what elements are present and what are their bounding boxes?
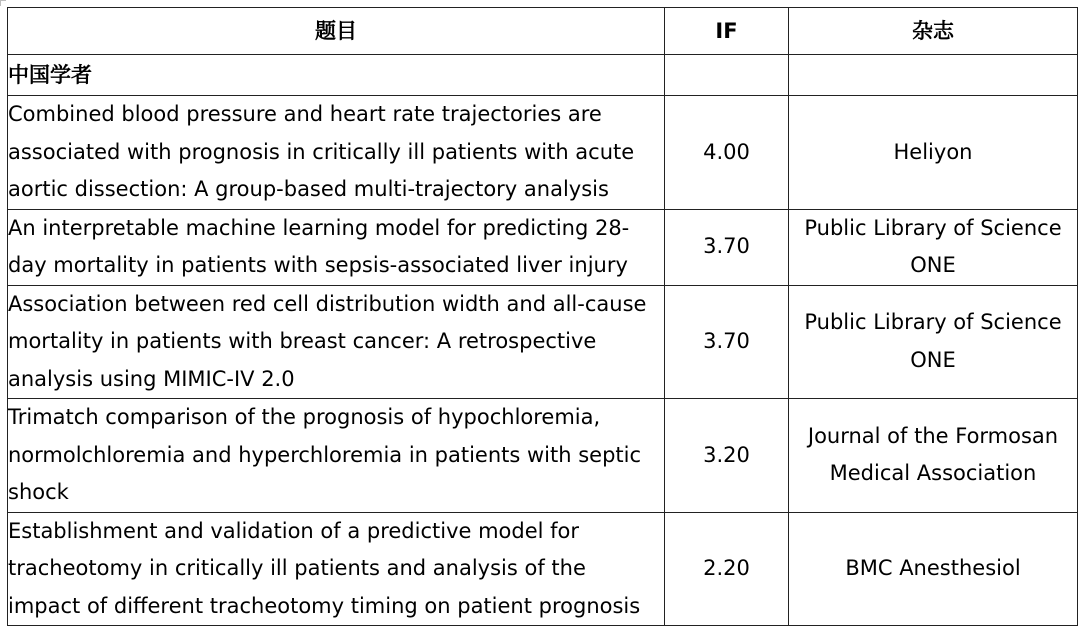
section-label: 中国学者 xyxy=(8,55,665,96)
row-title: An interpretable machine learning model for predicting 28-day mortality in patients with sepsis-associated liver injury xyxy=(8,209,665,285)
table-row xyxy=(8,285,1078,399)
table-row xyxy=(8,512,1078,626)
row-if: 2.20 xyxy=(665,512,789,626)
row-title: Establishment and validation of a predictive model for tracheotomy in critically ill patients and analysis of the impact of different tracheotomy timing on patient prognosis xyxy=(8,512,665,626)
row-journal: Public Library of Science ONE xyxy=(789,209,1078,285)
row-title: Combined blood pressure and heart rate trajectories are associated with prognosis in critically ill patients with acute aortic dissection: A group-based multi-trajectory analysis xyxy=(8,96,665,210)
publication-table xyxy=(7,7,1078,626)
row-title: Trimatch comparison of the prognosis of hypochloremia, normolchloremia and hyperchloremia in patients with septic shock xyxy=(8,399,665,513)
section-if-empty xyxy=(665,55,789,96)
row-if: 4.00 xyxy=(665,96,789,210)
table-header-row xyxy=(8,8,1078,55)
row-journal: Heliyon xyxy=(789,96,1078,210)
table-row xyxy=(8,96,1078,210)
section-row xyxy=(8,55,1078,96)
table-row xyxy=(8,209,1078,285)
header-if: IF xyxy=(665,8,789,55)
row-title: Association between red cell distribution width and all-cause mortality in patients with breast cancer: A retrospective analysis using MIMIC-IV 2.0 xyxy=(8,285,665,399)
row-journal: BMC Anesthesiol xyxy=(789,512,1078,626)
corner-crop-mark xyxy=(0,0,6,6)
row-journal: Public Library of Science ONE xyxy=(789,285,1078,399)
row-if: 3.20 xyxy=(665,399,789,513)
table-row xyxy=(8,399,1078,513)
row-journal: Journal of the Formosan Medical Association xyxy=(789,399,1078,513)
header-title: 题目 xyxy=(8,8,665,55)
row-if: 3.70 xyxy=(665,209,789,285)
row-if: 3.70 xyxy=(665,285,789,399)
section-journal-empty xyxy=(789,55,1078,96)
header-journal: 杂志 xyxy=(789,8,1078,55)
